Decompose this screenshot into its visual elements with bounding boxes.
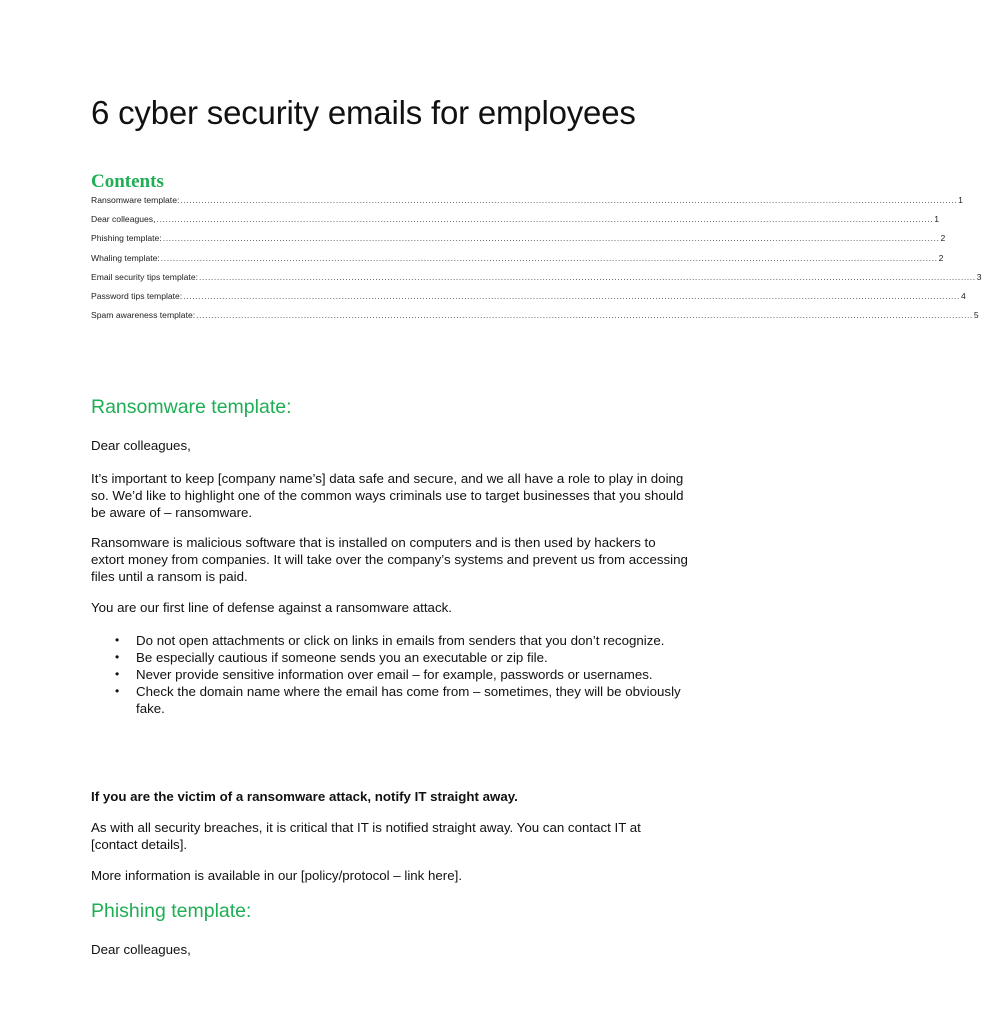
bullet-icon: • <box>115 633 120 647</box>
ransomware-heading: Ransomware template: <box>91 396 292 418</box>
list-item-text: Be especially cautious if someone sends you an executable or zip file. <box>136 650 548 665</box>
phishing-greeting: Dear colleagues, <box>91 942 191 957</box>
toc-entry[interactable] <box>91 214 940 233</box>
list-item <box>91 666 691 683</box>
ransomware-greeting: Dear colleagues, <box>91 438 191 453</box>
list-item-text: Check the domain name where the email has come from – sometimes, they will be obviously fake. <box>136 684 681 716</box>
toc-entry-label: Ransomware template: <box>91 195 180 205</box>
ransomware-paragraph-2: Ransomware is malicious software that is installed on computers and is then used by hackers to extort money from companies. It will take over the company’s systems and prevent us from accessing files until a ransom is paid. <box>91 535 688 584</box>
ransomware-paragraph-3: You are our first line of defense against a ransomware attack. <box>91 600 452 615</box>
toc-entry-page: 2 <box>940 233 946 244</box>
toc-entry-label: Dear colleagues, <box>91 214 156 225</box>
list-item-text: Do not open attachments or click on links in emails from senders that you don’t recognize. <box>136 633 665 648</box>
document-title: 6 cyber security emails for employees <box>91 94 636 131</box>
toc-entry-page: 5 <box>973 310 979 321</box>
phishing-heading: Phishing template: <box>91 900 252 922</box>
toc-leader-dots: .................................................................................................................................................................................................................................................................... <box>156 214 934 225</box>
toc-entry-page: 4 <box>961 290 966 301</box>
toc-entry[interactable] <box>91 310 979 329</box>
toc-entry-label: Email security tips template: <box>91 271 198 282</box>
toc-entry[interactable] <box>91 252 944 272</box>
bullet-icon: • <box>115 667 120 681</box>
toc-leader-dots: .................................................................................................................................................................................................................................................................... <box>183 290 961 301</box>
toc-entry-label: Password tips template: <box>91 290 183 301</box>
list-item <box>91 683 691 717</box>
list-item <box>91 649 691 666</box>
list-item <box>91 632 691 649</box>
toc-entry-page: 1 <box>958 195 963 205</box>
toc-entry-label: Spam awareness template: <box>91 310 196 321</box>
toc-leader-dots: .................................................................................................................................................................................................................................................................... <box>162 233 940 244</box>
bullet-icon: • <box>115 684 120 698</box>
toc-leader-dots: .................................................................................................................................................................................................................................................................... <box>196 310 973 321</box>
toc-entry-page: 2 <box>938 252 944 263</box>
toc-entry-page: 3 <box>976 271 982 282</box>
toc-leader-dots: .................................................................................................................................................................................................................................................................... <box>198 271 976 282</box>
toc-leader-dots: .................................................................................................................................................................................................................................................................... <box>180 195 958 205</box>
ransomware-paragraph-4: As with all security breaches, it is critical that IT is notified straight away. You can contact IT at [contact details]. <box>91 820 641 852</box>
bullet-icon: • <box>115 650 120 664</box>
toc-entry[interactable] <box>91 233 946 252</box>
toc-leader-dots: .................................................................................................................................................................................................................................................................... <box>160 252 938 263</box>
toc-entry[interactable] <box>91 271 982 291</box>
list-item-text: Never provide sensitive information over email – for example, passwords or usernames. <box>136 667 653 682</box>
toc-entry[interactable] <box>91 290 966 310</box>
toc-entry-label: Phishing template: <box>91 233 162 244</box>
ransomware-notice: If you are the victim of a ransomware attack, notify IT straight away. <box>91 789 518 804</box>
toc-entry[interactable] <box>91 195 963 214</box>
ransomware-paragraph-5: More information is available in our [policy/protocol – link here]. <box>91 868 463 883</box>
toc-entry-page: 1 <box>934 214 940 225</box>
toc-heading: Contents <box>91 171 164 192</box>
ransomware-paragraph-1: It’s important to keep [company name’s] data safe and secure, and we all have a role to play in doing so. We’d like to highlight one of the common ways criminals use to target businesses that you should be aware of – ransomware. <box>91 471 684 520</box>
ransomware-bullet-list <box>91 632 691 717</box>
table-of-contents <box>91 195 982 329</box>
toc-entry-label: Whaling template: <box>91 252 160 263</box>
